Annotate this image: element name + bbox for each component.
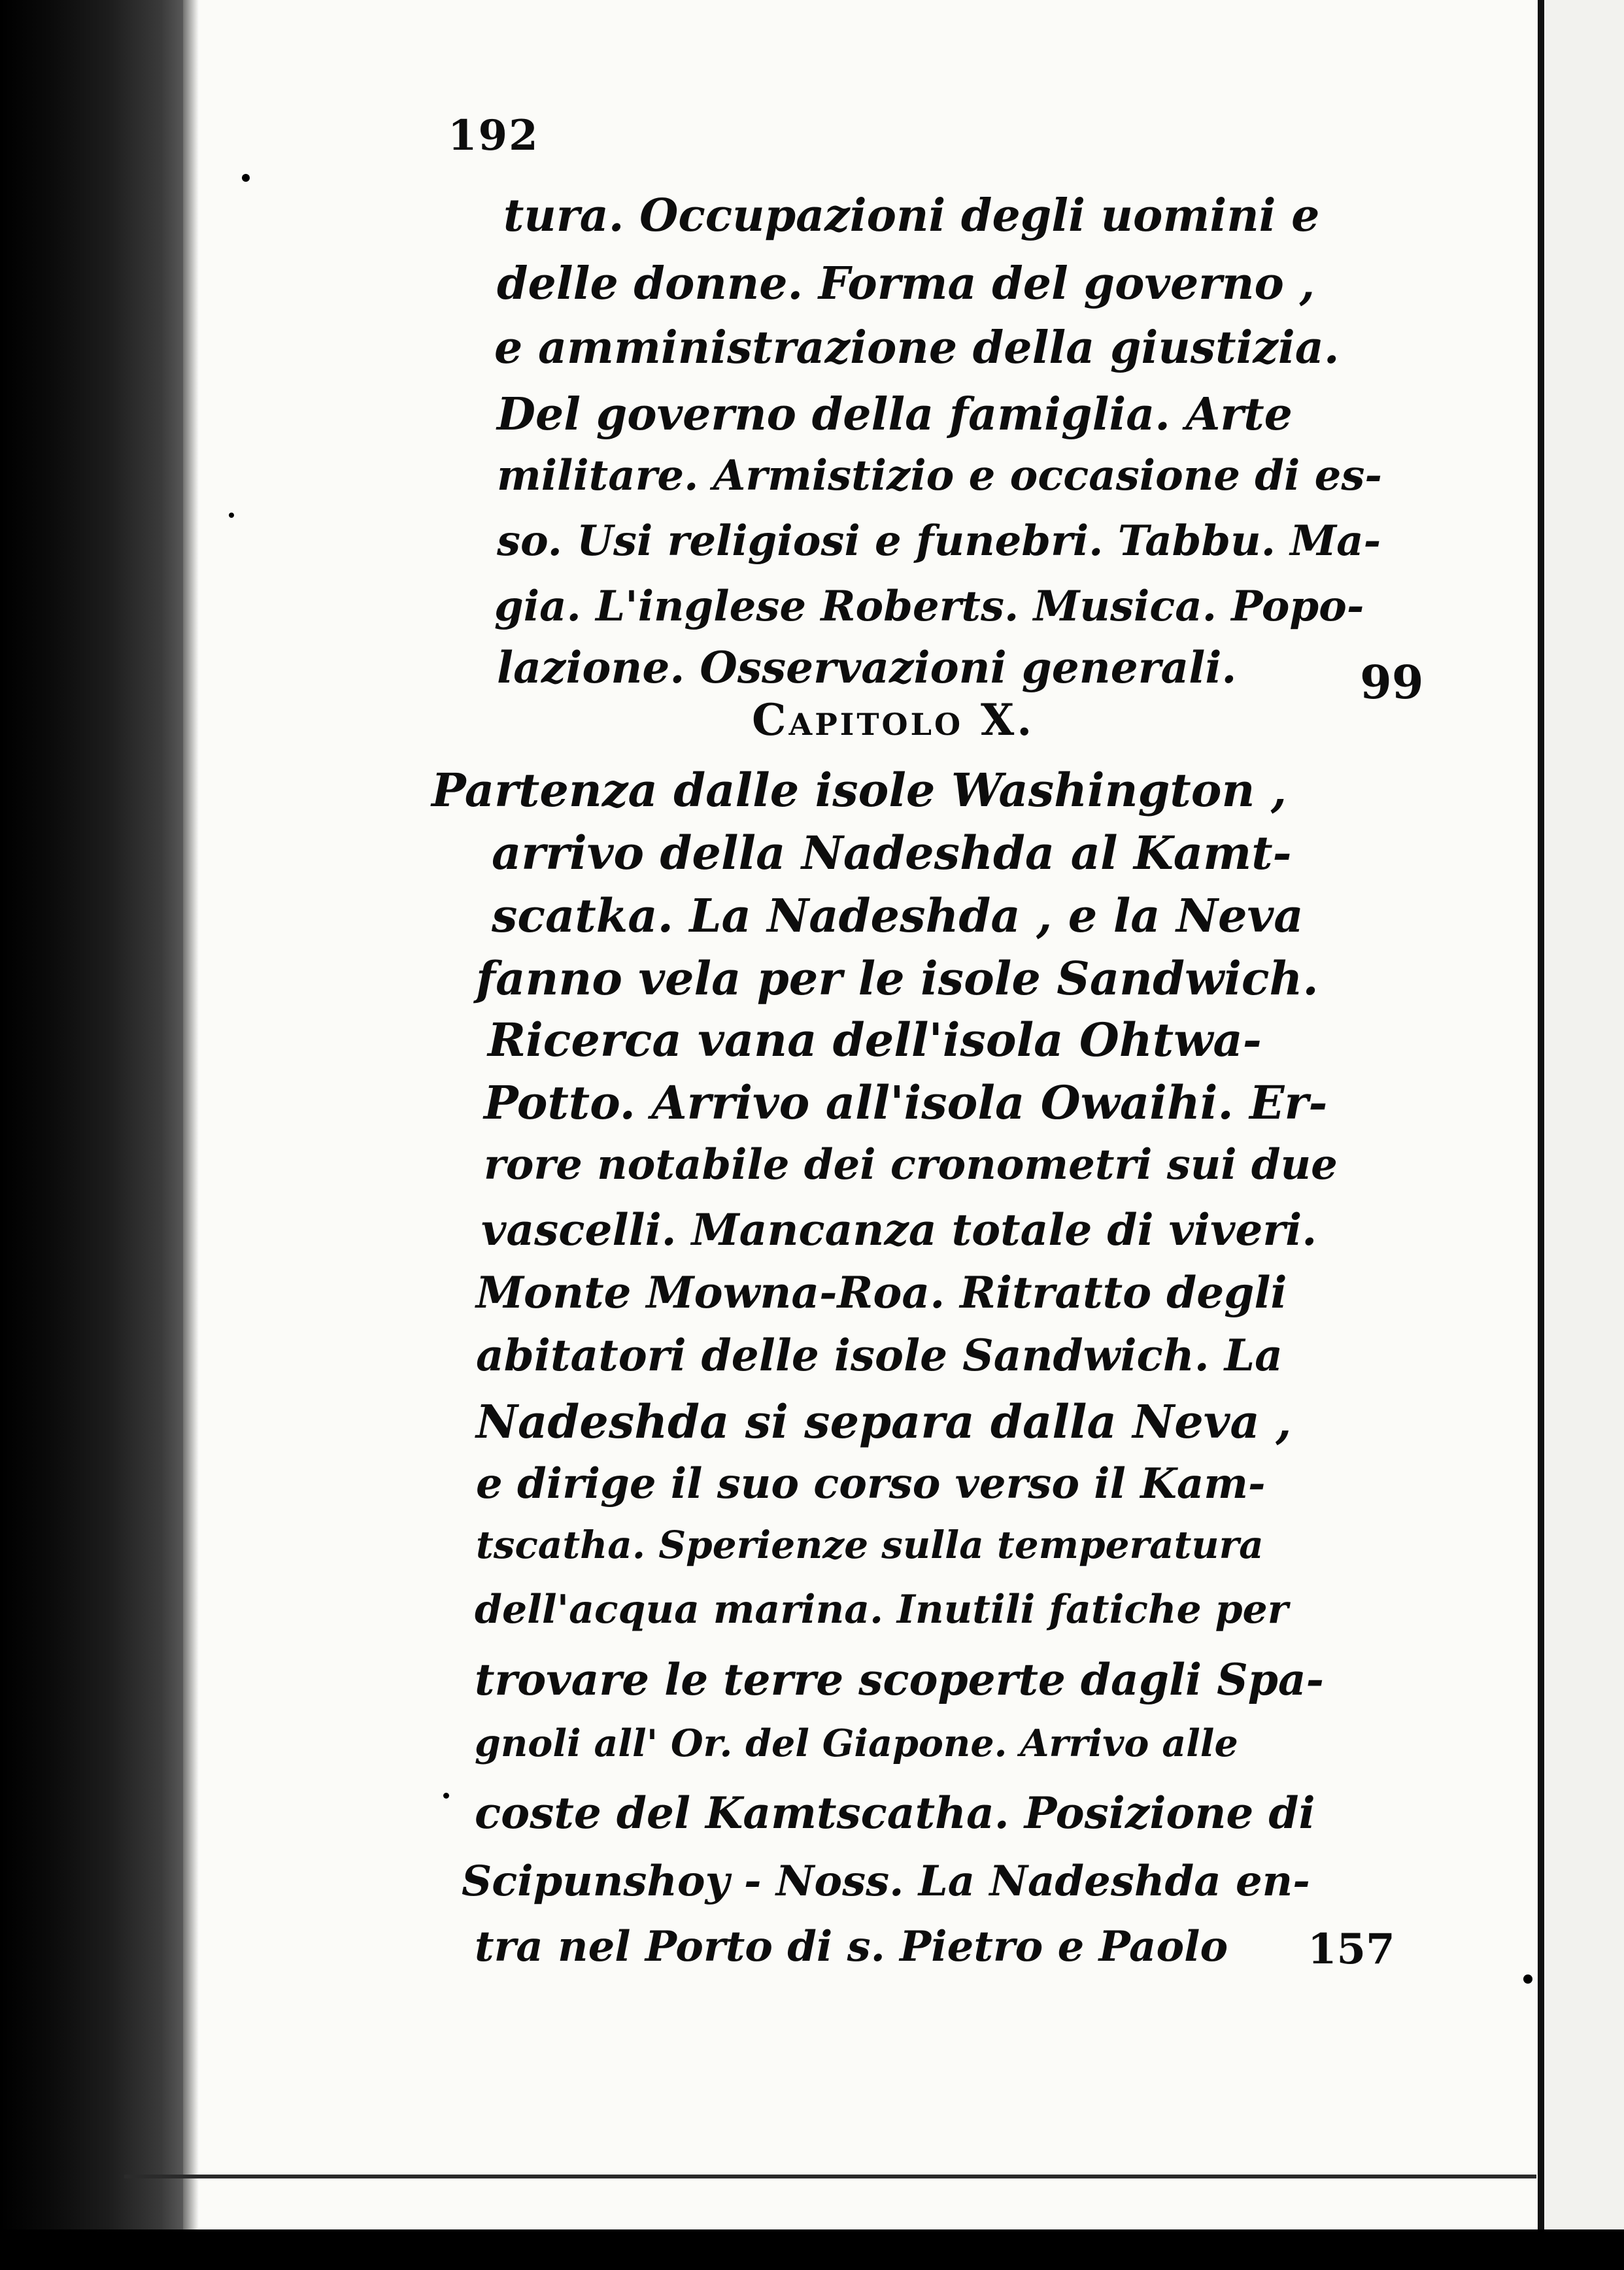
text-line: Scipunshoy - Noss. La Nadeshda en- — [462, 1857, 1310, 1906]
text-line: Del governo della famiglia. Arte — [497, 388, 1293, 441]
text-line: so. Usi religiosi e funebri. Tabbu. Ma- — [497, 517, 1381, 566]
text-line: coste del Kamtscatha. Posizione di — [475, 1787, 1315, 1838]
text-line: Potto. Arrivo all'isola Owaihi. Er- — [484, 1076, 1328, 1130]
text-line: gnoli all' Or. del Giapone. Arrivo alle — [475, 1721, 1238, 1765]
page-number: 192 — [448, 111, 539, 160]
text-line: abitatori delle isole Sandwich. La — [476, 1330, 1283, 1381]
text-line: Nadeshda si separa dalla Neva , — [476, 1395, 1292, 1449]
text-line: gia. L'inglese Roberts. Musica. Popo- — [494, 582, 1364, 631]
text-line: delle donne. Forma del governo , — [497, 258, 1315, 310]
text-line: Monte Mowna-Roa. Ritratto degli — [476, 1267, 1287, 1318]
text-line: vascelli. Mancanza totale di viveri. — [481, 1204, 1317, 1255]
page-edge-rule — [1538, 0, 1544, 2229]
page-shadow — [183, 0, 199, 2229]
text-line: Ricerca vana dell'isola Ohtwa- — [488, 1013, 1262, 1067]
ink-speck — [443, 1793, 449, 1799]
page-bottom-edge — [124, 2175, 1536, 2178]
ink-speck — [242, 174, 250, 182]
text-line: tura. Occupazioni degli uomini e — [503, 190, 1320, 242]
text-line: rore notabile dei cronometri sui due — [484, 1140, 1338, 1189]
book-gutter — [0, 0, 196, 2270]
text-line: dell'acqua marina. Inutili fatiche per — [475, 1587, 1289, 1633]
text-line: trovare le terre scoperte dagli Spa- — [475, 1654, 1325, 1705]
text-line: e dirige il suo corso verso il Kam- — [476, 1459, 1266, 1508]
right-margin-band — [1544, 0, 1624, 2270]
text-line: tscatha. Sperienze sulla temperatura — [476, 1523, 1264, 1567]
chapter-heading: Capitolo X. — [752, 694, 1035, 745]
page-reference: 99 — [1360, 655, 1424, 709]
text-line: Partenza dalle isole Washington , — [431, 763, 1287, 817]
bottom-dark-band — [0, 2229, 1624, 2270]
text-line: lazione. Osservazioni generali. — [497, 642, 1237, 693]
ink-speck — [1523, 1974, 1532, 1984]
text-line: militare. Armistizio e occasione di es- — [497, 451, 1382, 500]
ink-speck — [229, 513, 234, 518]
text-line: fanno vela per le isole Sandwich. — [476, 951, 1319, 1006]
page-reference: 157 — [1308, 1925, 1395, 1974]
text-line: tra nel Porto di s. Pietro e Paolo — [475, 1922, 1228, 1971]
text-line: arrivo della Nadeshda al Kamt- — [492, 826, 1292, 880]
text-line: scatka. La Nadeshda , e la Neva — [492, 889, 1304, 943]
text-line: e amministrazione della giustizia. — [494, 322, 1340, 374]
